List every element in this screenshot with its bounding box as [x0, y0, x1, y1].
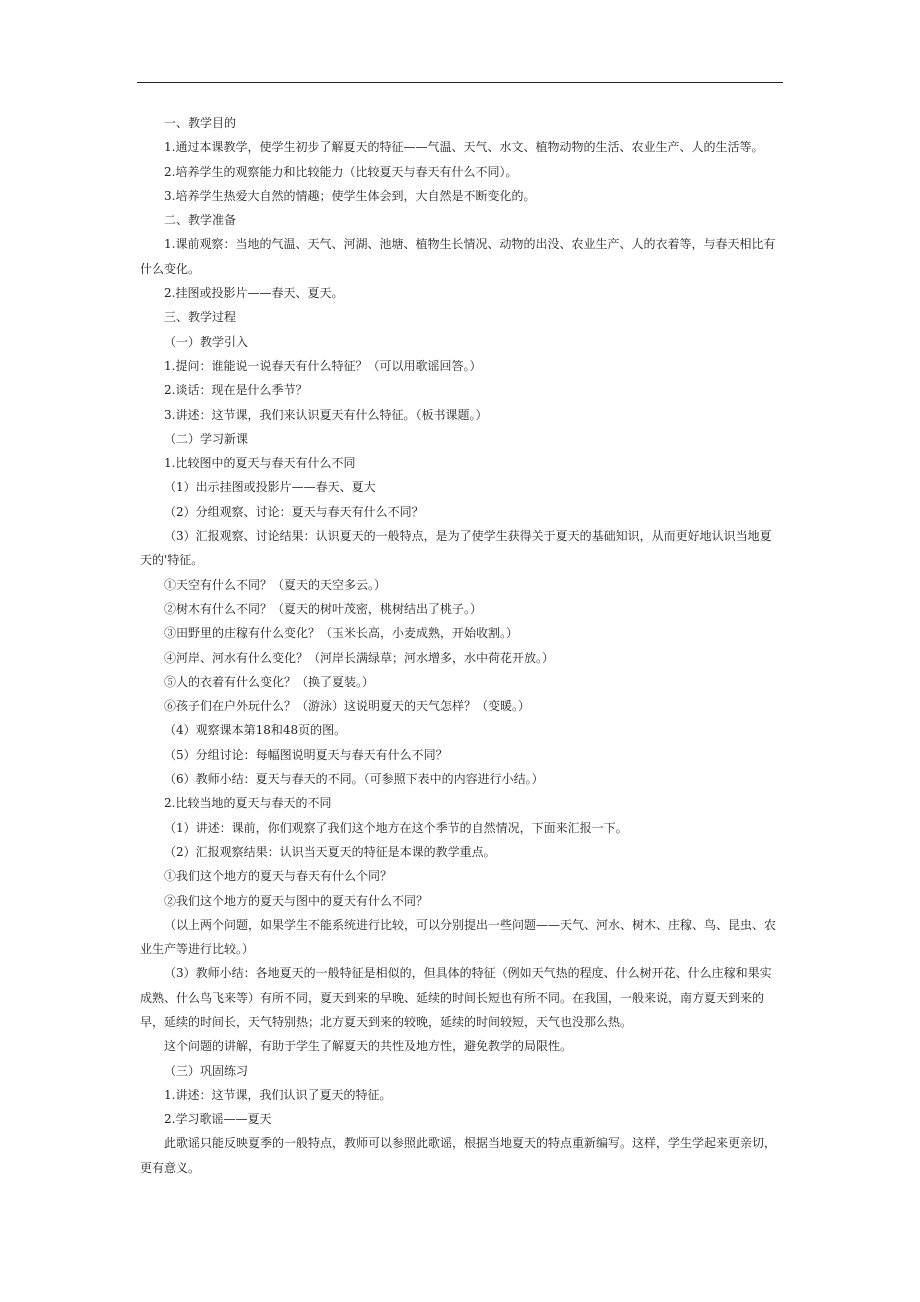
question-clothing: ⑤人的衣着有什么变化？（换了夏装。） — [164, 674, 375, 689]
practice-2: 2.学习歌谣——夏天 — [164, 1112, 272, 1127]
lesson-compare-local: 2.比较当地的夏天与春天的不同 — [164, 796, 332, 811]
local-summary: 这个问题的讲解，有助于学生了解夏天的共性及地方性，避免教学的局限性。 — [164, 1039, 573, 1054]
intro-3: 3.讲述：这节课，我们来认识夏天有什么特征。（板书课题。） — [164, 407, 488, 422]
subheading-practice: （三）巩固练习 — [164, 1063, 249, 1078]
heading-goals: 一、教学目的 — [164, 116, 237, 130]
lesson-step-6: （6）教师小结：夏天与春天的不同。（可参照下表中的内容进行小结。） — [164, 772, 544, 787]
header-rule — [137, 82, 783, 83]
goal-2: 2.培养学生的观察能力和比较能力（比较夏天与春天有什么不同）。 — [164, 164, 518, 179]
lesson-compare-pictures: 1.比较图中的夏天与春天有什么不同 — [164, 456, 356, 471]
question-crops: ③田野里的庄稼有什么变化？（玉米长高，小麦成熟，开始收割。） — [164, 626, 519, 641]
document-body — [140, 111, 780, 1180]
lesson-step-2: （2）分组观察、讨论：夏天与春天有什么不同？ — [164, 504, 424, 519]
local-note: （以上两个问题，如果学生不能系统进行比较，可以分别提出一些问题——天气、河水、树木、庄稼、鸟、昆虫、农业生产等进行比较。） — [140, 917, 777, 957]
question-sky: ①天空有什么不同？（夏天的天空多云。） — [164, 577, 387, 592]
lesson-step-3: （3）汇报观察、讨论结果：认识夏天的一般特点，是为了使学生获得关于夏天的基础知识，从而更好地认识当地夏天的'特征。 — [140, 529, 772, 568]
question-children: ⑥孩子们在户外玩什么？（游泳）这说明夏天的天气怎样？（变暖。） — [164, 699, 531, 714]
intro-1: 1.提问：谁能说一说春天有什么特征？（可以用歌谣回答。） — [164, 358, 482, 373]
lesson-step-4: （4）观察课本第18和48页的图。 — [164, 723, 347, 738]
local-question-1: ①我们这个地方的夏天与春天有什么个同？ — [164, 869, 393, 884]
intro-2: 2.谈话：现在是什么季节？ — [164, 383, 308, 398]
local-step-1: （1）讲述：课前，你们观察了我们这个地方在这个季节的自然情况，下面来汇报一下。 — [164, 820, 628, 835]
goal-1: 1.通过本课教学，使学生初步了解夏天的特征——气温、天气、水文、植物动物的生活、农业生产、人的生活等。 — [164, 140, 764, 155]
question-river: ④河岸、河水有什么变化？（河岸长满绿草；河水增多，水中荷花开放。） — [164, 650, 555, 665]
local-question-2: ②我们这个地方的夏天与图中的夏天有什么不同？ — [164, 893, 429, 908]
subheading-new-lesson: （二）学习新课 — [164, 431, 249, 446]
prep-2: 2.挂图或投影片——春天、夏天。 — [164, 286, 344, 301]
lesson-step-5: （5）分组讨论：每幅图说明夏天与春天有什么不同？ — [164, 747, 448, 762]
heading-process: 三、教学过程 — [164, 310, 237, 325]
practice-note: 此歌谣只能反映夏季的一般特点，教师可以参照此歌谣，根据当地夏天的特点重新编写。这样，学生学起来更亲切，更有意义。 — [140, 1136, 777, 1175]
heading-preparation: 二、教学准备 — [164, 213, 237, 228]
local-step-2: （2）汇报观察结果：认识当天夏天的特征是本课的教学重点。 — [164, 844, 496, 859]
practice-1: 1.讲述：这节课，我们认识了夏天的特征。 — [164, 1087, 392, 1102]
prep-1: 1.课前观察：当地的气温、天气、河湖、池塘、植物生长情况、动物的出没、农业生产、人的衣着等，与春天相比有什么变化。 — [140, 237, 776, 276]
question-trees: ②树木有什么不同？（夏天的树叶茂密，桃树结出了桃子。） — [164, 601, 483, 616]
local-step-3: （3）教师小结：各地夏天的一般特征是相似的，但具体的特征（例如天气热的程度、什么树开花、什么庄稼和果实成熟、什么鸟飞来等）有所不同，夏天到来的早晚、延续的时间长短也有所不同。在我国，一般来说，南方夏天到来的早，延续的时间长，天气特别热；北方夏天到来的较晚，延续的时间较短，天气也没那么热。 — [140, 966, 772, 1029]
goal-3: 3.培养学生热爱大自然的情趣；使学生体会到，大自然是不断变化的。 — [164, 188, 536, 203]
lesson-step-1: （1）出示挂图或投影片——春天、夏大 — [164, 480, 376, 495]
subheading-intro: （一）教学引入 — [164, 334, 249, 349]
